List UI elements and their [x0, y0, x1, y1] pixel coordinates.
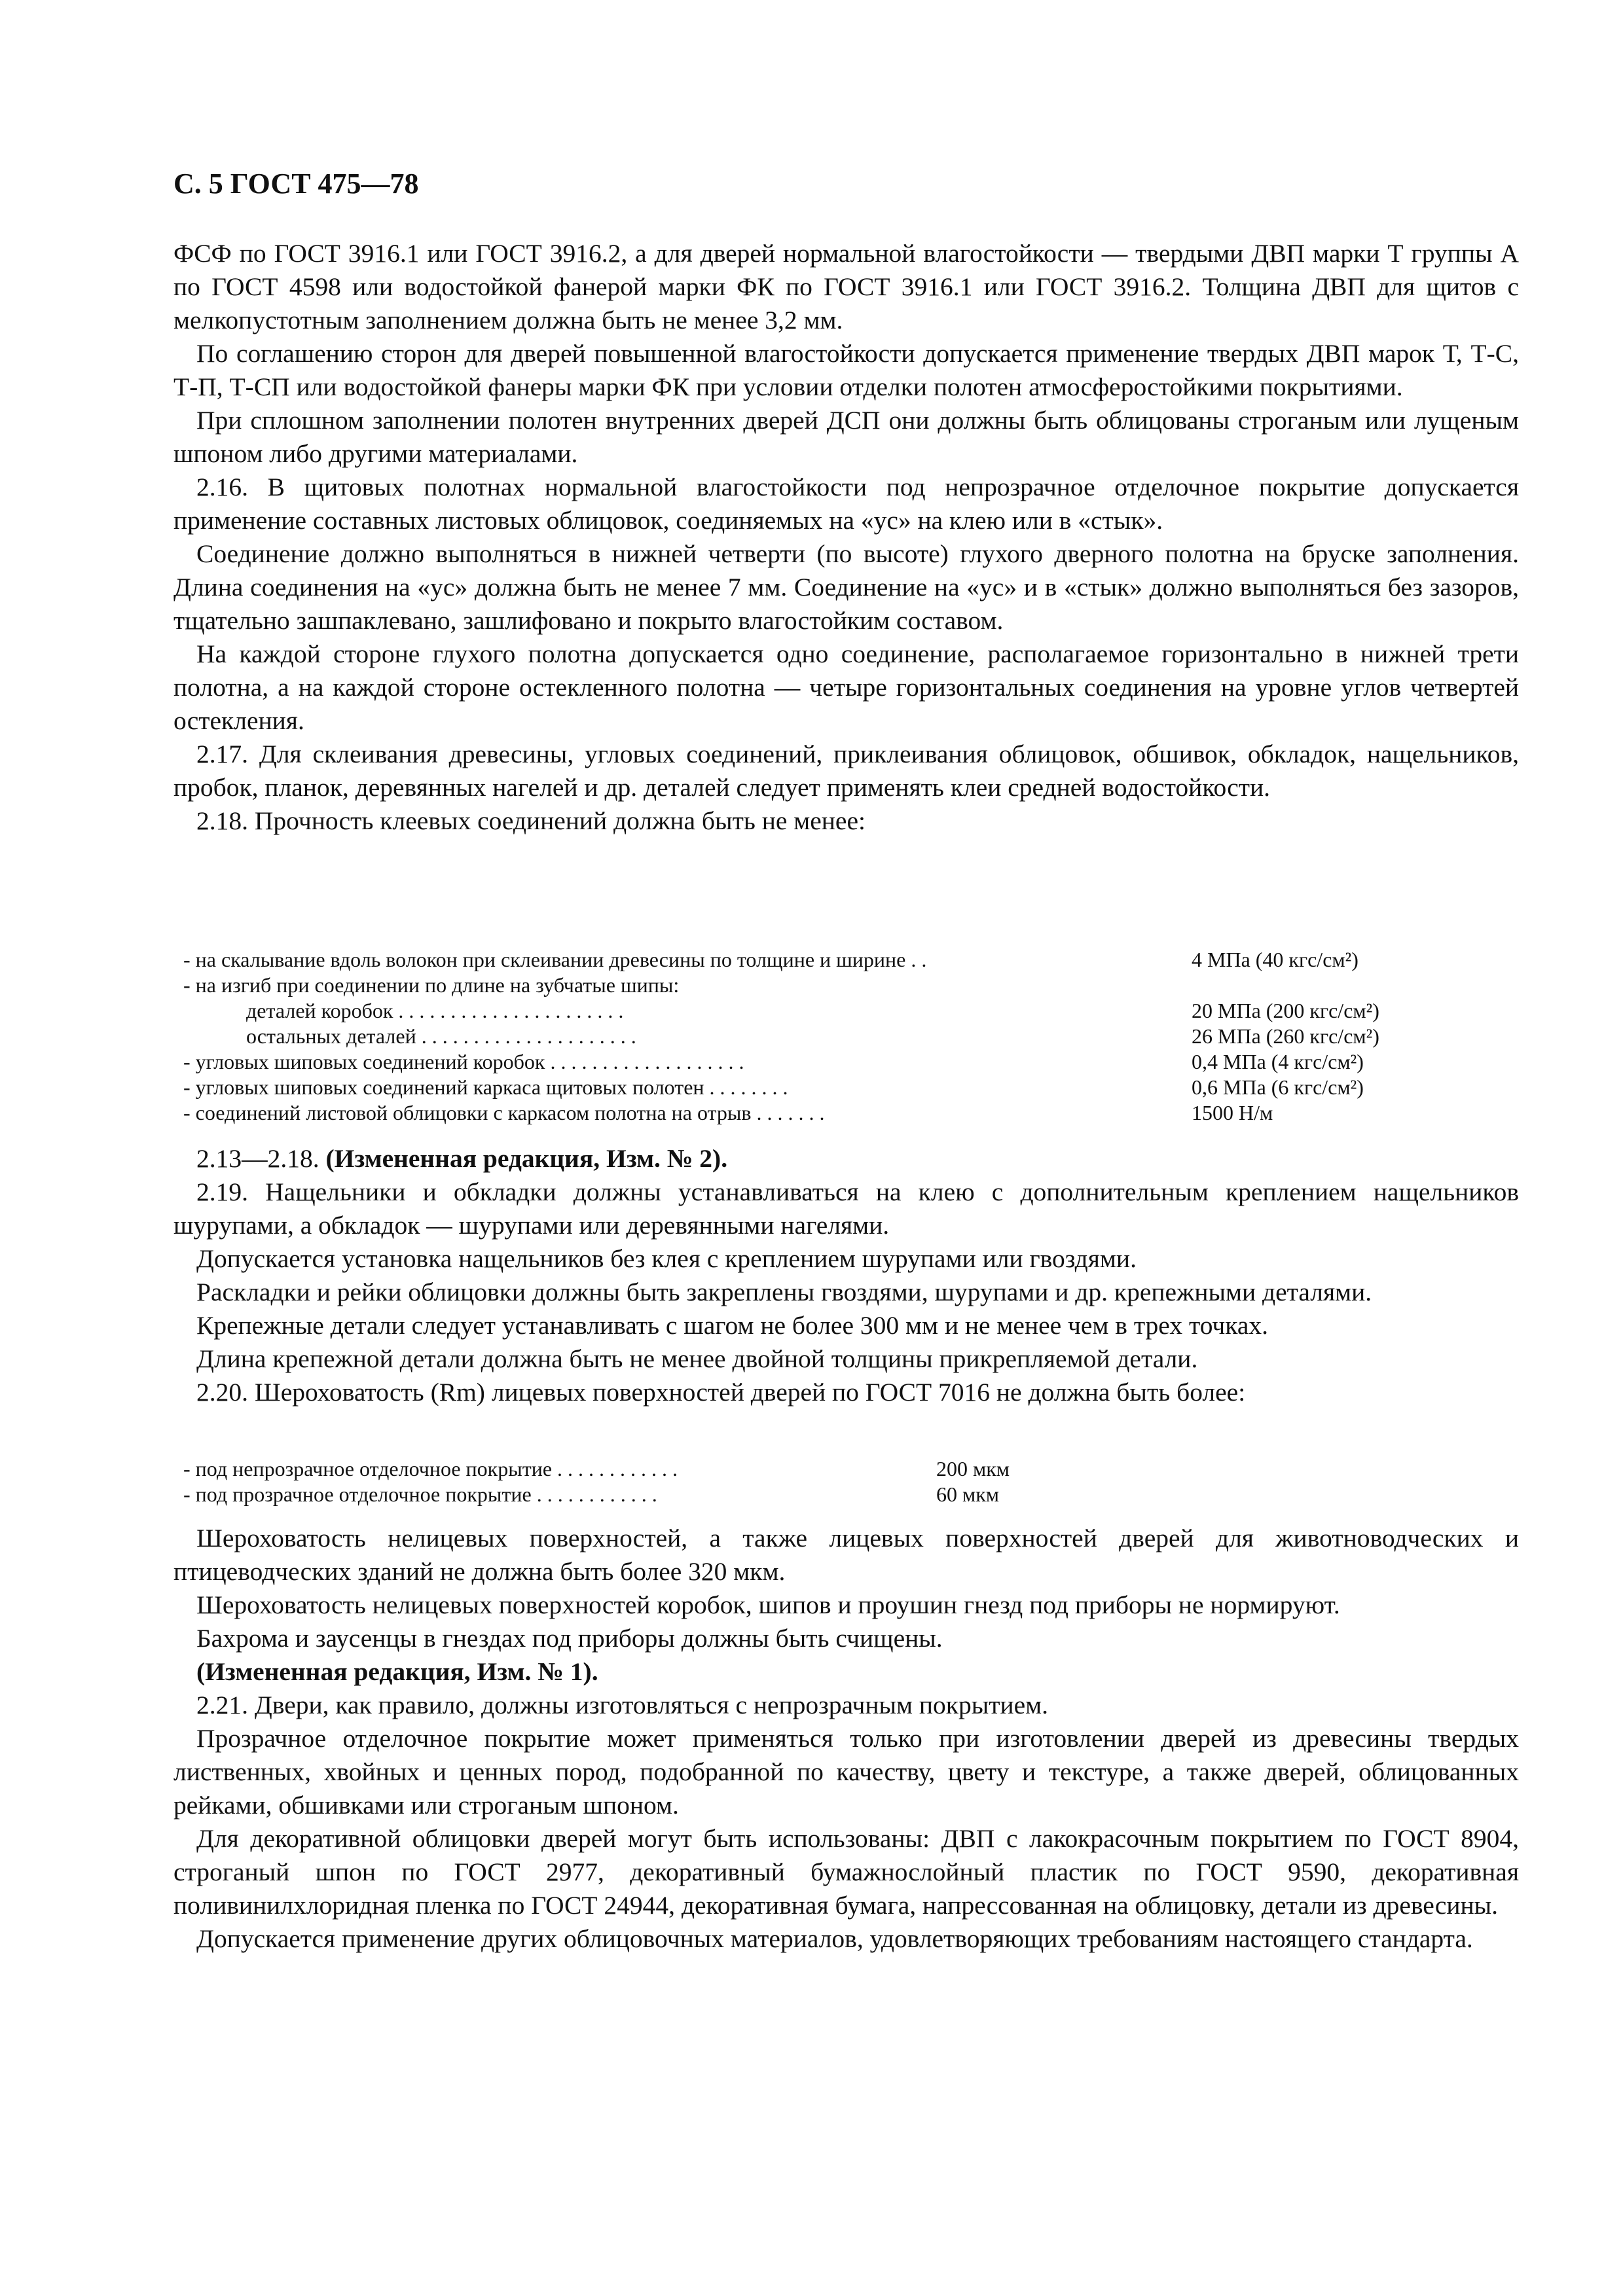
- paragraph: Соединение должно выполняться в нижней четверти (по высоте) глухого дверного полотна на бруске заполнения. Длина соединения на «ус» должна быть не менее 7 мм. Соединение на «ус» и в «стык» должно выполняться без зазоров, тщательно зашпаклевано, зашлифовано и покрыто влагостойким составом.: [173, 539, 1519, 635]
- paragraph-2-18: 2.18. Прочность клеевых соединений должна быть не менее:: [196, 806, 866, 835]
- amendment-note-2: [173, 1142, 1519, 1175]
- paragraph: Раскладки и рейки облицовки должны быть закреплены гвоздями, шурупами и др. крепежными деталями.: [196, 1278, 1372, 1306]
- requirement-label: - под прозрачное отделочное покрытие . . . . . . . . . . . .: [183, 1482, 657, 1506]
- requirement-value: 200 мкм: [936, 1457, 1010, 1480]
- requirement-label: - на изгиб при соединении по длине на зубчатые шипы:: [183, 973, 680, 997]
- amendment-text: (Измененная редакция, Изм. № 2).: [325, 1144, 728, 1173]
- strength-requirements-list: [183, 947, 1427, 1126]
- amendment-note-1: [173, 1655, 1519, 1689]
- paragraph-2-16: 2.16. В щитовых полотнах нормальной влагостойкости под непрозрачное отделочное покрытие допускается применение составных листовых облицовок, соединяемых на «ус» на клею или в «стык».: [173, 473, 1519, 535]
- paragraph-2-20: 2.20. Шероховатость (Rm) лицевых поверхностей дверей по ГОСТ 7016 не должна быть более:: [196, 1378, 1246, 1407]
- requirement-value: 4 МПа (40 кгс/см²): [1192, 948, 1359, 971]
- paragraph: Допускается применение других облицовочных материалов, удовлетворяющих требованиям настоящего стандарта.: [196, 1924, 1473, 1953]
- requirement-label: - на скалывание вдоль волокон при склеивании древесины по толщине и ширине . .: [183, 948, 927, 971]
- requirement-value: 1500 Н/м: [1192, 1101, 1273, 1124]
- paragraph: Прозрачное отделочное покрытие может применяться только при изготовлении дверей из древесины твердых лиственных, хвойных и ценных пород, подобранной по качеству, цвету и текстуре, а также дверей, облицованных рейками, обшивками или строганым шпоном.: [173, 1724, 1519, 1820]
- paragraph: На каждой стороне глухого полотна допускается одно соединение, располагаемое горизонтально в нижней трети полотна, а на каждой стороне остекленного полотна — четыре горизонтальных соединения на уровне углов четвертей остекления.: [173, 639, 1519, 735]
- paragraph: Допускается установка нащельников без клея с креплением шурупами или гвоздями.: [196, 1244, 1137, 1273]
- list-item: [183, 973, 1427, 998]
- paragraph: Для декоративной облицовки дверей могут быть использованы: ДВП с лакокрасочным покрытием по ГОСТ 8904, строганый шпон по ГОСТ 2977, декоративный бумажнослойный пластик по ГОСТ 9590, декоративная поливинилхлоридная пленка по ГОСТ 24944, декоративная бумага, напрессованная на облицовку, детали из древесины.: [173, 1824, 1519, 1920]
- requirement-label: деталей коробок . . . . . . . . . . . . . . . . . . . . . .: [246, 999, 624, 1022]
- list-item: [183, 1024, 1427, 1049]
- requirement-value: 26 МПа (260 кгс/см²): [1192, 1024, 1379, 1048]
- paragraph: Бахрома и заусенцы в гнездах под приборы должны быть счищены.: [196, 1624, 943, 1653]
- requirement-label: - под непрозрачное отделочное покрытие . . . . . . . . . . . .: [183, 1457, 678, 1480]
- list-item: [183, 998, 1427, 1024]
- requirement-value: 20 МПа (200 кгс/см²): [1192, 999, 1379, 1022]
- list-item: [183, 1049, 1427, 1075]
- paragraph: Крепежные детали следует устанавливать с шагом не более 300 мм и не менее чем в трех точках.: [196, 1311, 1269, 1340]
- list-item: [183, 947, 1427, 973]
- paragraph: Шероховатость нелицевых поверхностей коробок, шипов и проушин гнезд под приборы не нормируют.: [196, 1590, 1340, 1619]
- list-item: [183, 1100, 1427, 1126]
- paragraph: По соглашению сторон для дверей повышенной влагостойкости допускается применение твердых ДВП марок Т, Т-С, Т-П, Т-СП или водостойкой фанеры марки ФК при условии отделки полотен атмосферостойкими покрытиями.: [173, 339, 1519, 401]
- list-item: [183, 1075, 1427, 1100]
- list-item: [183, 1456, 1034, 1482]
- amendment-ref: 2.13—2.18.: [196, 1144, 326, 1173]
- paragraph-2-21: 2.21. Двери, как правило, должны изготовляться с непрозрачным покрытием.: [196, 1691, 1049, 1719]
- requirement-value: 0,4 МПа (4 кгс/см²): [1192, 1050, 1364, 1073]
- requirement-label: - угловых шиповых соединений каркаса щитовых полотен . . . . . . . .: [183, 1075, 788, 1099]
- paragraph-2-19: 2.19. Нащельники и обкладки должны устанавливаться на клею с дополнительным креплением нащельников шурупами, а обкладок — шурупами или деревянными нагелями.: [173, 1177, 1519, 1240]
- page-header: С. 5 ГОСТ 475—78: [173, 168, 419, 200]
- requirement-label: остальных деталей . . . . . . . . . . . . . . . . . . . . .: [246, 1024, 636, 1048]
- section-part-2: [173, 1142, 1519, 1409]
- paragraph: При сплошном заполнении полотен внутренних дверей ДСП они должны быть облицованы строганым или лущеным шпоном либо другими материалами.: [173, 406, 1519, 468]
- list-item: [183, 1482, 1034, 1507]
- paragraph: Шероховатость нелицевых поверхностей, а также лицевых поверхностей дверей для животноводческих и птицеводческих зданий не должна быть более 320 мкм.: [173, 1524, 1519, 1586]
- paragraph-2-17: 2.17. Для склеивания древесины, угловых соединений, приклеивания облицовок, обшивок, обкладок, нащельников, пробок, планок, деревянных нагелей и др. деталей следует применять клеи средней водостойкости.: [173, 740, 1519, 802]
- requirement-value: 60 мкм: [936, 1482, 1000, 1506]
- paragraph: ФСФ по ГОСТ 3916.1 или ГОСТ 3916.2, а для дверей нормальной влагостойкости — твердыми ДВП марки Т группы А по ГОСТ 4598 или водостойкой фанерой марки ФК по ГОСТ 3916.1 или ГОСТ 3916.2. Толщина ДВП для щитов с мелкопустотным заполнением должна быть не менее 3,2 мм.: [173, 239, 1519, 334]
- roughness-requirements-list: [183, 1456, 1034, 1507]
- requirement-value: 0,6 МПа (6 кгс/см²): [1192, 1075, 1364, 1099]
- requirement-label: - соединений листовой облицовки с каркасом полотна на отрыв . . . . . . .: [183, 1101, 825, 1124]
- amendment-text: (Измененная редакция, Изм. № 1).: [196, 1657, 598, 1686]
- section-part-3: [173, 1522, 1519, 1956]
- section-part-1: [173, 237, 1519, 838]
- paragraph: Длина крепежной детали должна быть не менее двойной толщины прикрепляемой детали.: [196, 1344, 1198, 1373]
- requirement-label: - угловых шиповых соединений коробок . . . . . . . . . . . . . . . . . . .: [183, 1050, 744, 1073]
